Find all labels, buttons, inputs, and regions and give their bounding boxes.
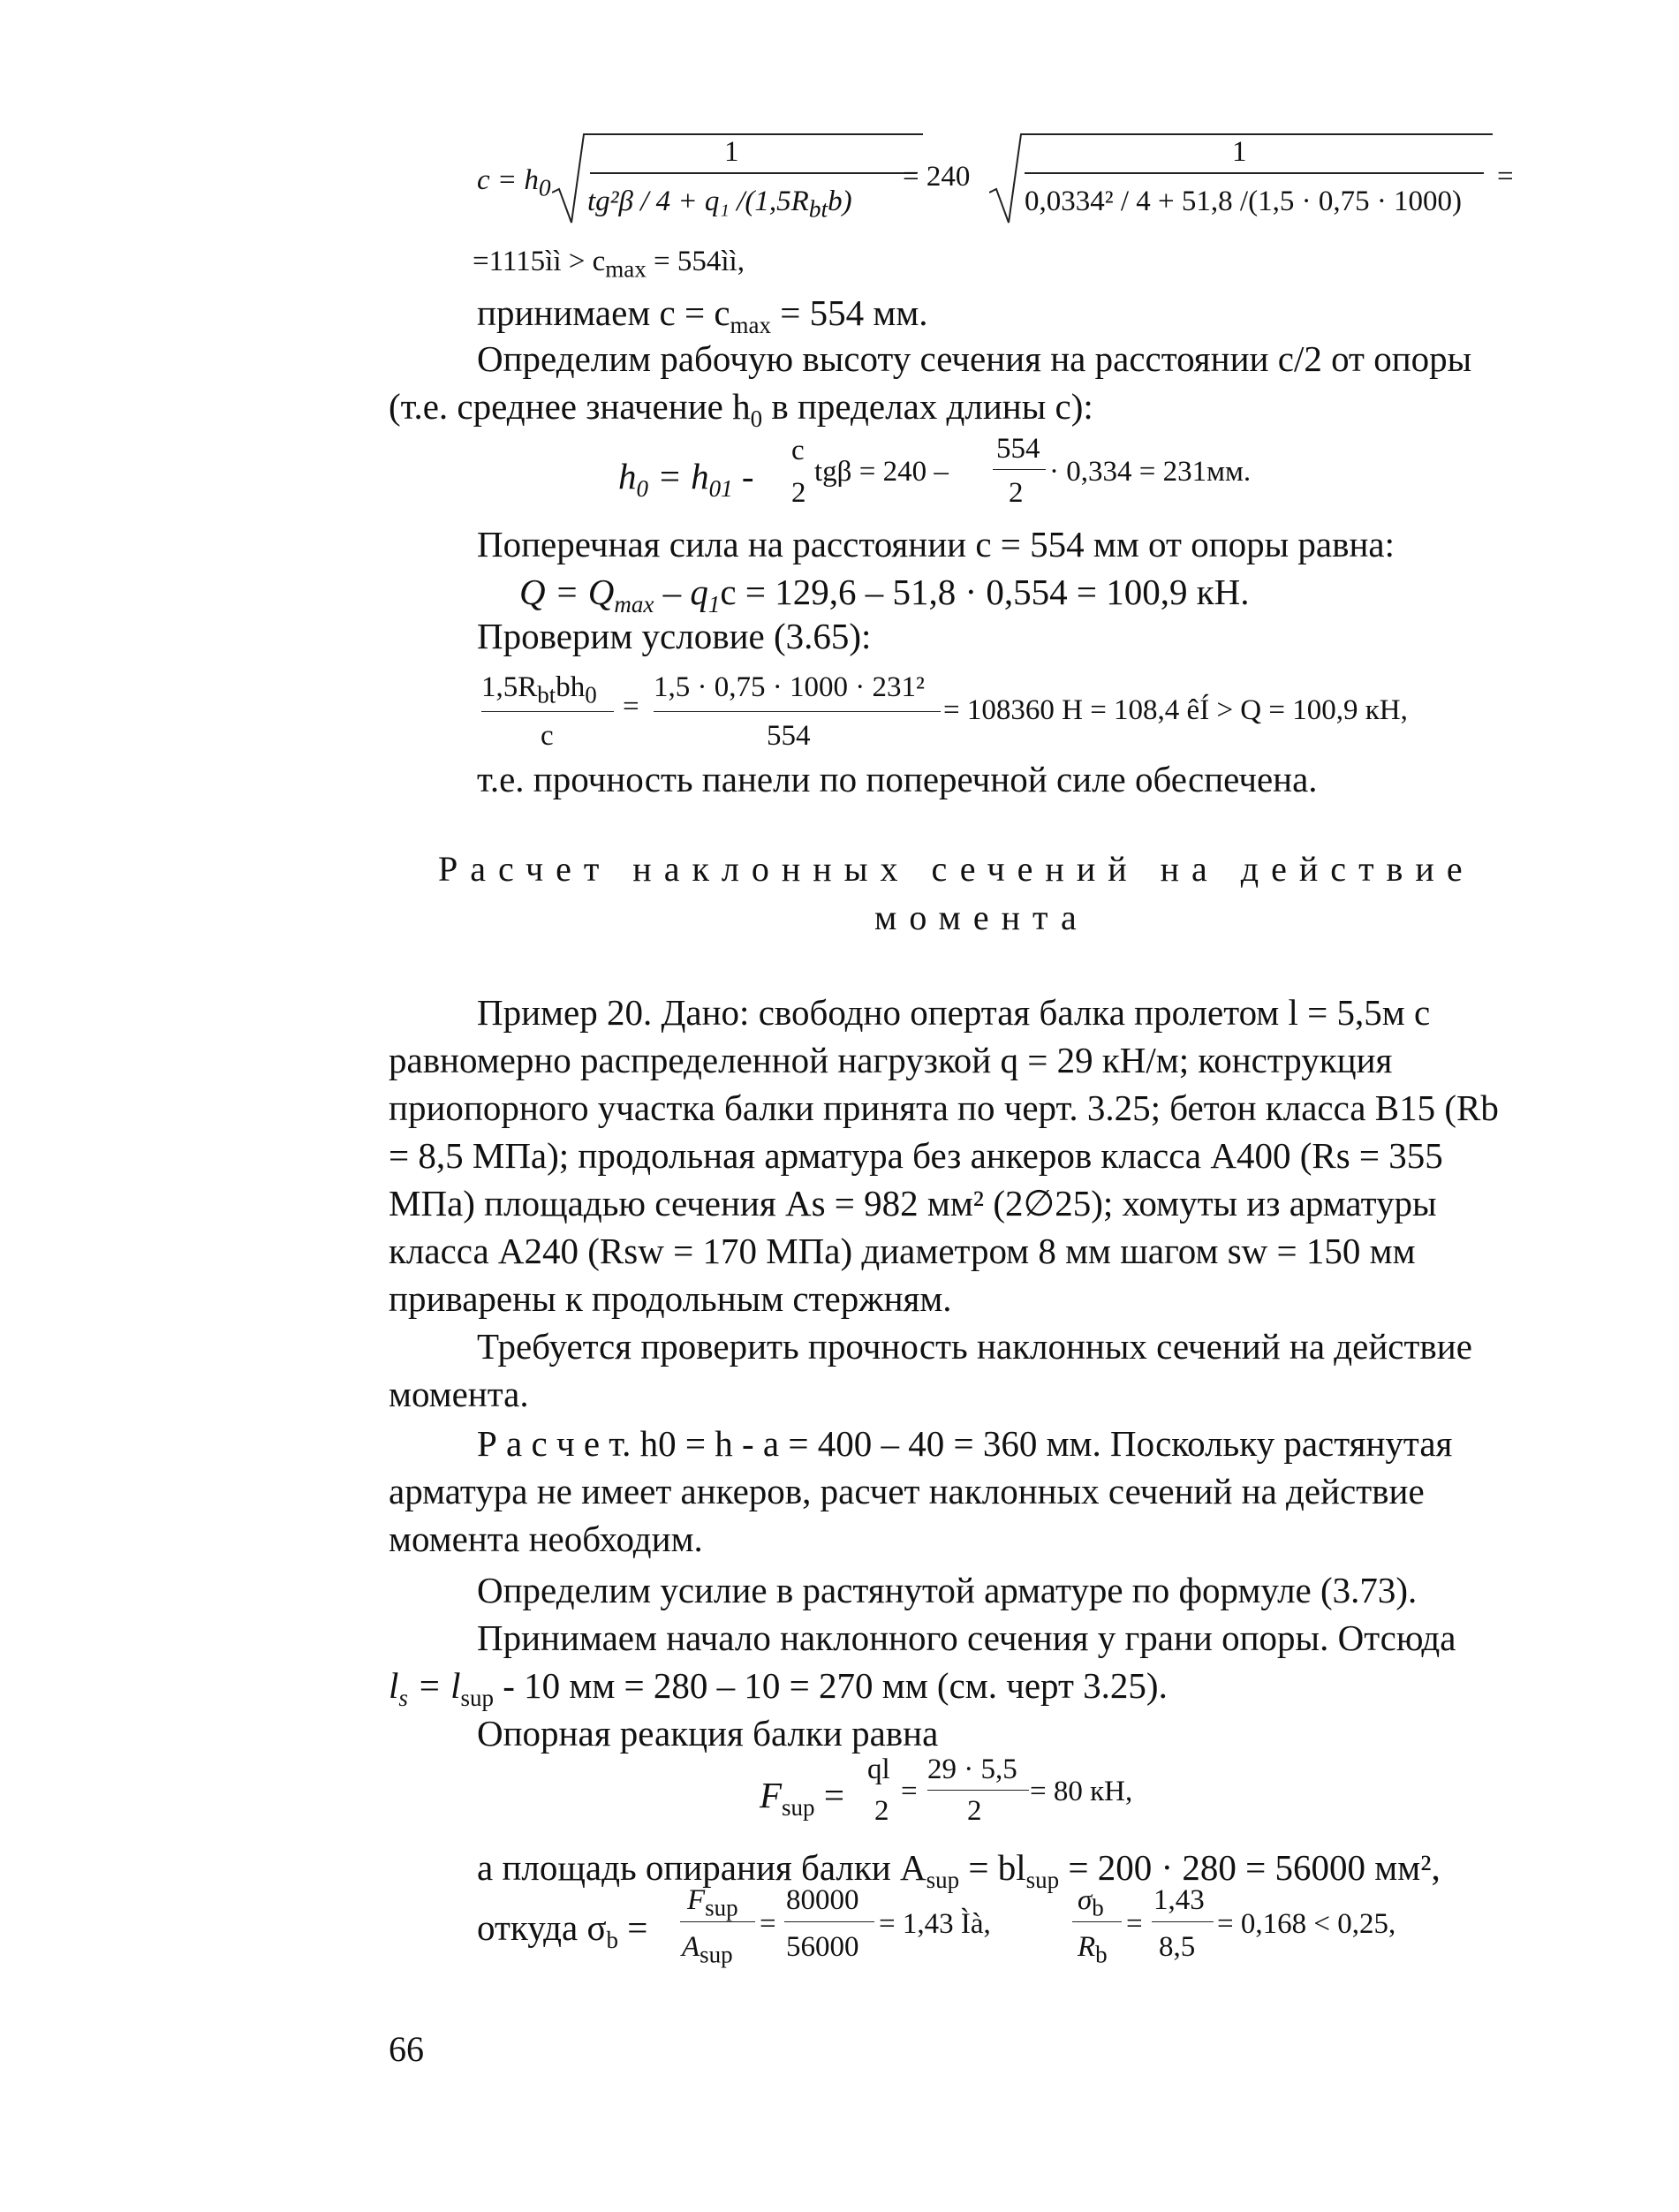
- fsup-lhs: $F_{sup}$ =: [760, 1775, 844, 1822]
- check-eq: =: [623, 691, 639, 723]
- paragraph-area: а площадь опирания балки $A_{sup} = bl_{sup} = 200 \cdot 280 = 56000$ мм²,: [477, 1847, 1441, 1894]
- h0-formula-lhs: $h_0 = h_{01}$ -: [618, 456, 754, 503]
- calc-line: арматура не имеет анкеров, расчет наклонных сечений на действие: [389, 1471, 1425, 1511]
- check-num: $1,5R_{bt}bh_0$: [481, 671, 597, 708]
- formula-c-end: =: [1497, 161, 1514, 193]
- page-number: 66: [389, 2029, 424, 2069]
- sigma-bar4: [1152, 1921, 1214, 1922]
- check-end: = 108360 Н = 108,4 êÍ > Q = 100,9 кН,: [943, 694, 1408, 726]
- paragraph-strength: т.е. прочность панели по поперечной силе обеспечена.: [477, 759, 1318, 799]
- formula-c-den2: 0,0334² / 4 + 51,8 /(1,5 · 0,75 · 1000): [1025, 186, 1463, 217]
- check-den2: 554: [767, 720, 811, 752]
- check-den: c: [541, 720, 554, 752]
- fsup-den2: 2: [967, 1795, 982, 1827]
- example-line: класса А240 (Rsw = 170 МПа) диаметром 8 мм шагом sw = 150 мм: [389, 1231, 1416, 1271]
- paragraph-reaction: Опорная реакция балки равна: [477, 1713, 939, 1754]
- paragraph-ls: $l_s = l_{sup} - 10$ мм = 280 – 10 = 270 мм (см. черт 3.25).: [389, 1665, 1168, 1712]
- paragraph-define-height: Определим рабочую высоту сечения на расстоянии c/2 от опоры: [477, 338, 1472, 379]
- section-title-line2: момента: [874, 898, 1089, 937]
- formula-c-den1: tg²β / 4 + q₁ $/(1,5R_{bt}b)$: [587, 186, 852, 223]
- sigma-den1: $A_{sup}$: [682, 1931, 733, 1968]
- paragraph-shear: Поперечная сила на расстоянии c = 554 мм от опоры равна:: [477, 524, 1395, 564]
- fsup-bar2: [927, 1790, 1029, 1791]
- sigma-eq3: =: [1126, 1908, 1143, 1940]
- check-bar1: [481, 711, 614, 712]
- paragraph-accept2: Принимаем начало наклонного сечения у грани опоры. Отсюда: [477, 1617, 1456, 1658]
- result-line: =1115ìì > $c_{max}$ = 554ìì,: [473, 246, 745, 283]
- h0-frac1-num: c: [791, 435, 805, 466]
- accept-line: принимаем $c = c_{max} = 554$ мм.: [477, 292, 928, 339]
- fsup-num1: ql: [867, 1754, 890, 1785]
- example-line: приопорного участка балки принята по черт. 3.25; бетон класса В15 (Rb: [389, 1087, 1499, 1128]
- sigma-bar3: [1072, 1921, 1122, 1922]
- section-title-line1: Расчет наклонных сечений на действие: [438, 849, 1475, 889]
- example-line: приварены к продольным стержням.: [389, 1278, 952, 1319]
- formula-c-fraction-bar1: [590, 172, 917, 174]
- requirement-line: Требуется проверить прочность наклонных сечений на действие: [477, 1326, 1472, 1367]
- example-line: равномерно распределенной нагрузкой q = 29 кН/м; конструкция: [389, 1040, 1393, 1080]
- example-line: = 8,5 МПа); продольная арматура без анкеров класса А400 (Rs = 355: [389, 1135, 1443, 1176]
- calc-line: момента необходим.: [389, 1519, 703, 1559]
- paragraph-force: Определим усилие в растянутой арматуре по формуле (3.73).: [477, 1570, 1418, 1610]
- sigma-num3: $\sigma_b$: [1078, 1884, 1104, 1921]
- check-bar2: [654, 711, 941, 712]
- formula-c-num2: 1: [1232, 136, 1247, 168]
- formula-c-fraction-bar2: [1025, 172, 1484, 174]
- calc-line: Р а с ч е т. h0 = h - a = 400 – 40 = 360 мм. Поскольку растянутая: [477, 1423, 1453, 1464]
- sigma-num2: 80000: [786, 1884, 859, 1916]
- example-line: Пример 20. Дано: свободно опертая балка пролетом l = 5,5м с: [477, 992, 1431, 1033]
- paragraph-define-height-2: (т.е. среднее значение $h_0$ в пределах длины c):: [389, 386, 1093, 433]
- formula-c-mid: = 240: [903, 161, 971, 193]
- sigma-den4: 8,5: [1159, 1931, 1196, 1963]
- paragraph-check: Проверим условие (3.65):: [477, 616, 872, 656]
- sigma-eq2: =: [760, 1908, 776, 1940]
- fsup-num2: 29 · 5,5: [927, 1754, 1017, 1785]
- sigma-num4: 1,43: [1153, 1884, 1205, 1916]
- q-formula: $Q = Q_{max} - q_1c = 129,6 - 51,8 \cdot 0,554 = 100,9$ кН.: [519, 572, 1250, 618]
- check-num2: 1,5 · 0,75 · 1000 · 231²: [654, 671, 925, 703]
- sigma-end: = 0,168 < 0,25,: [1217, 1908, 1396, 1940]
- sigma-bar2: [784, 1921, 874, 1922]
- h0-frac1-den: 2: [791, 477, 806, 509]
- h0-formula-mid: tgβ = 240 –: [814, 456, 949, 488]
- sigma-pre: откуда $\sigma_b$ =: [477, 1907, 648, 1954]
- sigma-den3: $R_b$: [1078, 1931, 1108, 1968]
- h0-frac2-den: 2: [1009, 477, 1024, 509]
- sigma-bar1: [680, 1921, 755, 1922]
- sigma-den2: 56000: [786, 1931, 859, 1963]
- formula-c-num1: 1: [724, 136, 739, 168]
- fsup-end: = 80 кН,: [1030, 1776, 1133, 1807]
- h0-frac2-num: 554: [996, 433, 1040, 465]
- sigma-mid: = 1,43 Ìà,: [879, 1908, 991, 1940]
- requirement-line: момента.: [389, 1374, 529, 1414]
- fsup-den1: 2: [874, 1795, 889, 1827]
- h0-frac2-bar: [993, 469, 1046, 470]
- example-line: МПа) площадью сечения As = 982 мм² (2∅25); хомуты из арматуры: [389, 1183, 1437, 1223]
- sigma-num1: $F_{sup}$: [687, 1884, 738, 1921]
- formula-c-lhs: $c = h_0$: [477, 164, 551, 201]
- fsup-eq2: =: [901, 1776, 918, 1807]
- h0-formula-end: · 0,334 = 231мм.: [1049, 456, 1252, 488]
